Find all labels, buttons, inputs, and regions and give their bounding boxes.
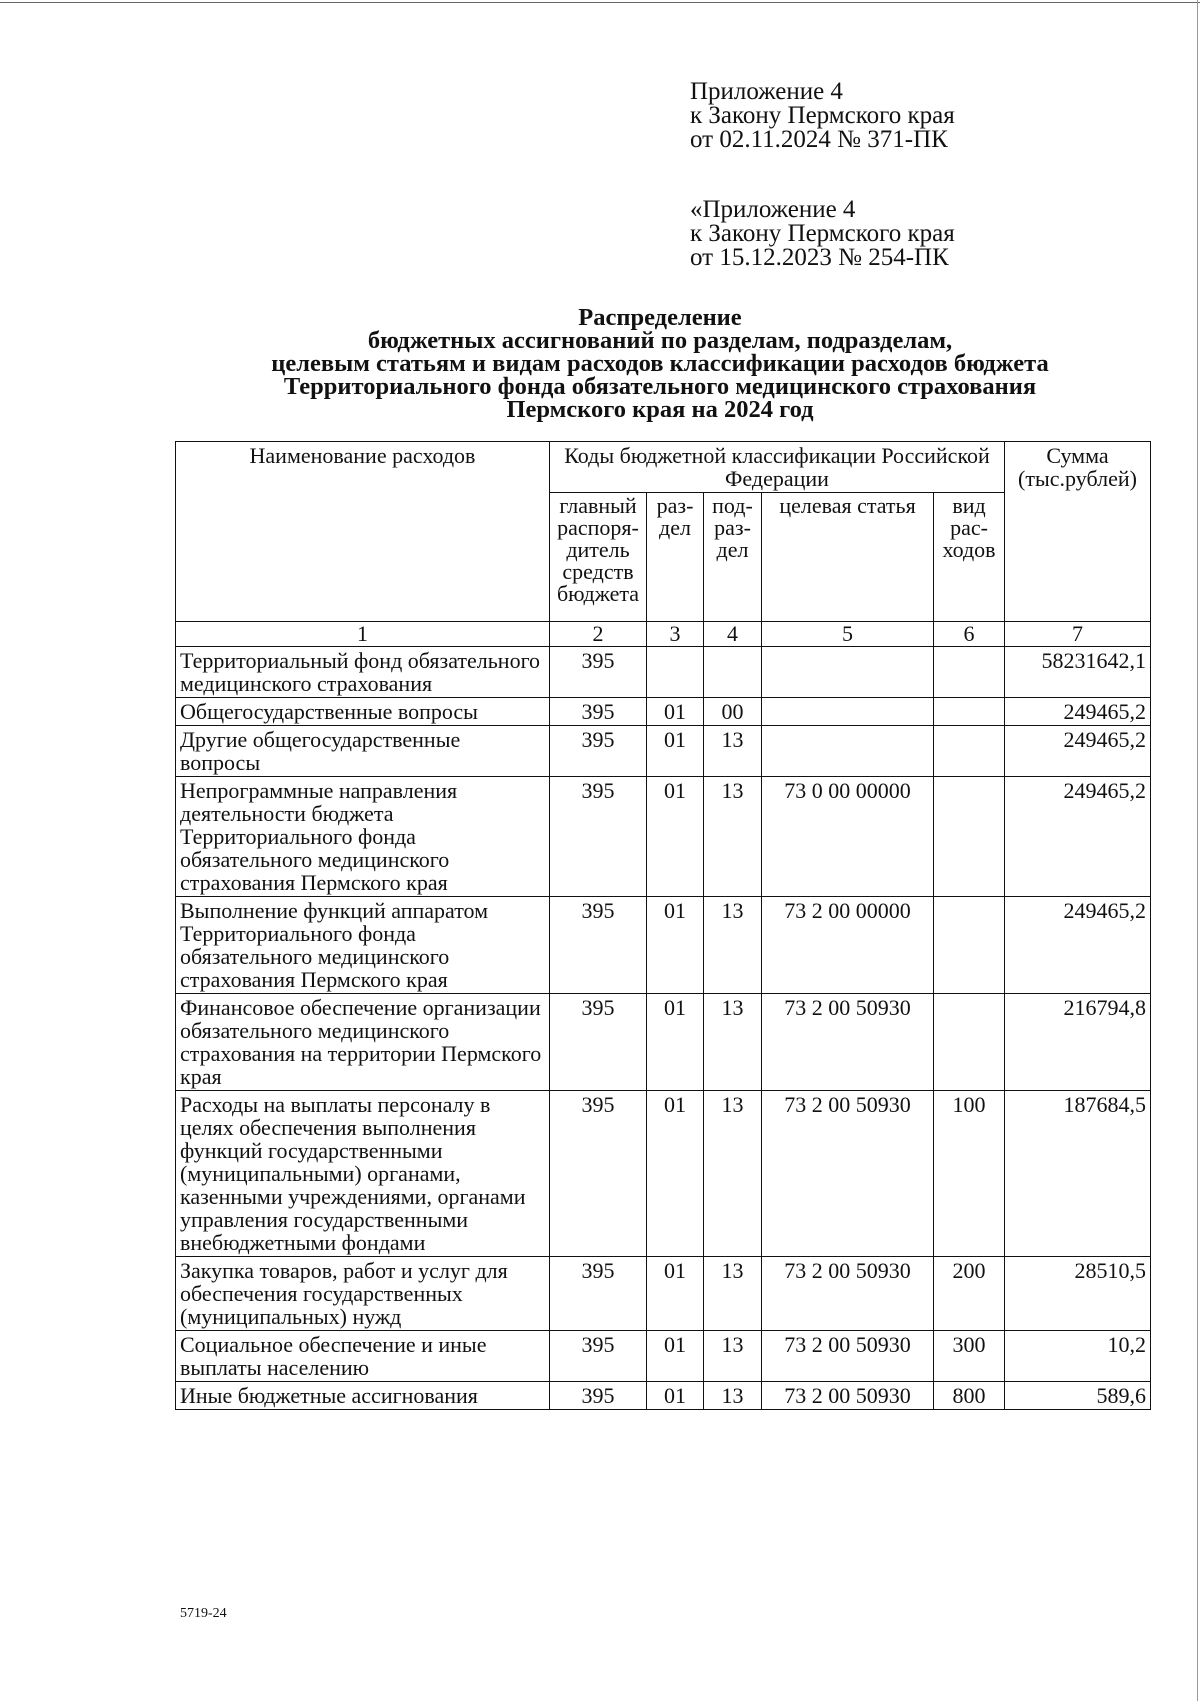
manager-code: 395 bbox=[550, 1257, 647, 1331]
amount: 249465,2 bbox=[1005, 897, 1151, 994]
title-line: Территориального фонда обязательного медицинского страхования bbox=[283, 373, 1037, 400]
amount: 249465,2 bbox=[1005, 698, 1151, 726]
table-row bbox=[176, 698, 1151, 726]
section-code: 01 bbox=[647, 1257, 704, 1331]
amount: 216794,8 bbox=[1005, 994, 1151, 1091]
expense-type-code: 100 bbox=[934, 1091, 1005, 1257]
target-code: 73 0 00 00000 bbox=[762, 777, 934, 897]
table-row bbox=[176, 994, 1151, 1091]
subsection-code: 13 bbox=[704, 1382, 762, 1410]
header-sum: Сумма (тыс.рублей) bbox=[1005, 442, 1151, 622]
table-row bbox=[176, 647, 1151, 698]
expense-name: Выполнение функций аппаратом Территориального фонда обязательного медицинского страхования Пермского края bbox=[176, 897, 550, 994]
header-target: целевая статья bbox=[762, 493, 934, 622]
appendix-law-ref: к Закону Пермского края bbox=[690, 220, 955, 247]
amount: 249465,2 bbox=[1005, 777, 1151, 897]
page-edge-top bbox=[0, 2, 1200, 3]
table-row bbox=[176, 1257, 1151, 1331]
manager-code: 395 bbox=[550, 698, 647, 726]
appendix-law-date: от 15.12.2023 № 254-ПК bbox=[690, 244, 949, 271]
amount: 589,6 bbox=[1005, 1382, 1151, 1410]
expense-name: Непрограммные направления деятельности бюджета Территориального фонда обязательного медицинского страхования Пермского края bbox=[176, 777, 550, 897]
column-number: 4 bbox=[704, 622, 762, 647]
section-code: 01 bbox=[647, 897, 704, 994]
section-code: 01 bbox=[647, 1091, 704, 1257]
title-line: целевым статьям и видам расходов классификации расходов бюджета bbox=[271, 350, 1049, 377]
subsection-code: 13 bbox=[704, 1257, 762, 1331]
manager-code: 395 bbox=[550, 1091, 647, 1257]
section-code: 01 bbox=[647, 1331, 704, 1382]
expense-name: Иные бюджетные ассигнования bbox=[176, 1382, 550, 1410]
amount: 10,2 bbox=[1005, 1331, 1151, 1382]
target-code: 73 2 00 50930 bbox=[762, 1091, 934, 1257]
expense-name: Другие общегосударственные вопросы bbox=[176, 726, 550, 777]
column-numbers-row bbox=[176, 622, 1151, 647]
appendix-title: «Приложение 4 bbox=[690, 196, 856, 223]
target-code bbox=[762, 726, 934, 777]
subsection-code: 13 bbox=[704, 1331, 762, 1382]
manager-code: 395 bbox=[550, 777, 647, 897]
header-row bbox=[176, 442, 1151, 493]
expense-name: Общегосударственные вопросы bbox=[176, 698, 550, 726]
target-code bbox=[762, 698, 934, 726]
manager-code: 395 bbox=[550, 1382, 647, 1410]
section-code: 01 bbox=[647, 698, 704, 726]
header-subsection: под-раз-дел bbox=[704, 493, 762, 622]
budget-table bbox=[175, 441, 1151, 1410]
expense-name: Закупка товаров, работ и услуг для обеспечения государственных (муниципальных) нужд bbox=[176, 1257, 550, 1331]
column-number: 1 bbox=[176, 622, 550, 647]
subsection-code: 13 bbox=[704, 897, 762, 994]
table-row bbox=[176, 777, 1151, 897]
subsection-code: 13 bbox=[704, 994, 762, 1091]
section-code: 01 bbox=[647, 777, 704, 897]
manager-code: 395 bbox=[550, 994, 647, 1091]
header-type: вид рас-ходов bbox=[934, 493, 1005, 622]
manager-code: 395 bbox=[550, 726, 647, 777]
table-row bbox=[176, 1091, 1151, 1257]
title-line: Распределение bbox=[578, 304, 742, 331]
title-line: Пермского края на 2024 год bbox=[506, 396, 814, 423]
appendix-law-ref: к Закону Пермского края bbox=[690, 102, 955, 129]
amount: 28510,5 bbox=[1005, 1257, 1151, 1331]
table-row bbox=[176, 897, 1151, 994]
header-codes: Коды бюджетной классификации Российской Федерации bbox=[550, 442, 1005, 493]
expense-type-code: 300 bbox=[934, 1331, 1005, 1382]
appendix-header-amended bbox=[690, 198, 955, 270]
section-code: 01 bbox=[647, 1382, 704, 1410]
section-code: 01 bbox=[647, 726, 704, 777]
page-edge-right bbox=[1197, 0, 1198, 1701]
subsection-code: 13 bbox=[704, 777, 762, 897]
column-number: 3 bbox=[647, 622, 704, 647]
target-code: 73 2 00 50930 bbox=[762, 1331, 934, 1382]
target-code: 73 2 00 00000 bbox=[762, 897, 934, 994]
appendix-title: Приложение 4 bbox=[690, 78, 843, 105]
document-title bbox=[160, 306, 1160, 421]
manager-code: 395 bbox=[550, 1331, 647, 1382]
expense-type-code: 800 bbox=[934, 1382, 1005, 1410]
amount: 249465,2 bbox=[1005, 726, 1151, 777]
expense-type-code bbox=[934, 777, 1005, 897]
expense-type-code bbox=[934, 994, 1005, 1091]
expense-type-code bbox=[934, 698, 1005, 726]
expense-type-code bbox=[934, 647, 1005, 698]
expense-name: Территориальный фонд обязательного медицинского страхования bbox=[176, 647, 550, 698]
table-row bbox=[176, 726, 1151, 777]
subsection-code bbox=[704, 647, 762, 698]
section-code: 01 bbox=[647, 994, 704, 1091]
subsection-code: 00 bbox=[704, 698, 762, 726]
manager-code: 395 bbox=[550, 897, 647, 994]
expense-name: Социальное обеспечение и иные выплаты населению bbox=[176, 1331, 550, 1382]
expense-type-code bbox=[934, 726, 1005, 777]
target-code: 73 2 00 50930 bbox=[762, 1257, 934, 1331]
table-row bbox=[176, 1331, 1151, 1382]
target-code bbox=[762, 647, 934, 698]
header-section: раз-дел bbox=[647, 493, 704, 622]
target-code: 73 2 00 50930 bbox=[762, 1382, 934, 1410]
manager-code: 395 bbox=[550, 647, 647, 698]
expense-type-code bbox=[934, 897, 1005, 994]
expense-name: Финансовое обеспечение организации обязательного медицинского страхования на территории Пермского края bbox=[176, 994, 550, 1091]
subsection-code: 13 bbox=[704, 726, 762, 777]
subsection-code: 13 bbox=[704, 1091, 762, 1257]
column-number: 5 bbox=[762, 622, 934, 647]
title-line: бюджетных ассигнований по разделам, подразделам, bbox=[367, 327, 953, 354]
amount: 187684,5 bbox=[1005, 1091, 1151, 1257]
header-name: Наименование расходов bbox=[176, 442, 550, 622]
column-number: 6 bbox=[934, 622, 1005, 647]
column-number: 2 bbox=[550, 622, 647, 647]
appendix-header-current bbox=[690, 80, 955, 152]
amount: 58231642,1 bbox=[1005, 647, 1151, 698]
table-row bbox=[176, 1382, 1151, 1410]
expense-name: Расходы на выплаты персоналу в целях обеспечения выполнения функций государственными (муниципальными) органами, казенными учреждениями, органами управления государственными внебюджетными фондами bbox=[176, 1091, 550, 1257]
appendix-law-date: от 02.11.2024 № 371-ПК bbox=[690, 126, 948, 153]
target-code: 73 2 00 50930 bbox=[762, 994, 934, 1091]
header-manager: главный распоря-дитель средств бюджета bbox=[550, 493, 647, 622]
expense-type-code: 200 bbox=[934, 1257, 1005, 1331]
section-code bbox=[647, 647, 704, 698]
document-number: 5719-24 bbox=[180, 1606, 227, 1621]
column-number: 7 bbox=[1005, 622, 1151, 647]
